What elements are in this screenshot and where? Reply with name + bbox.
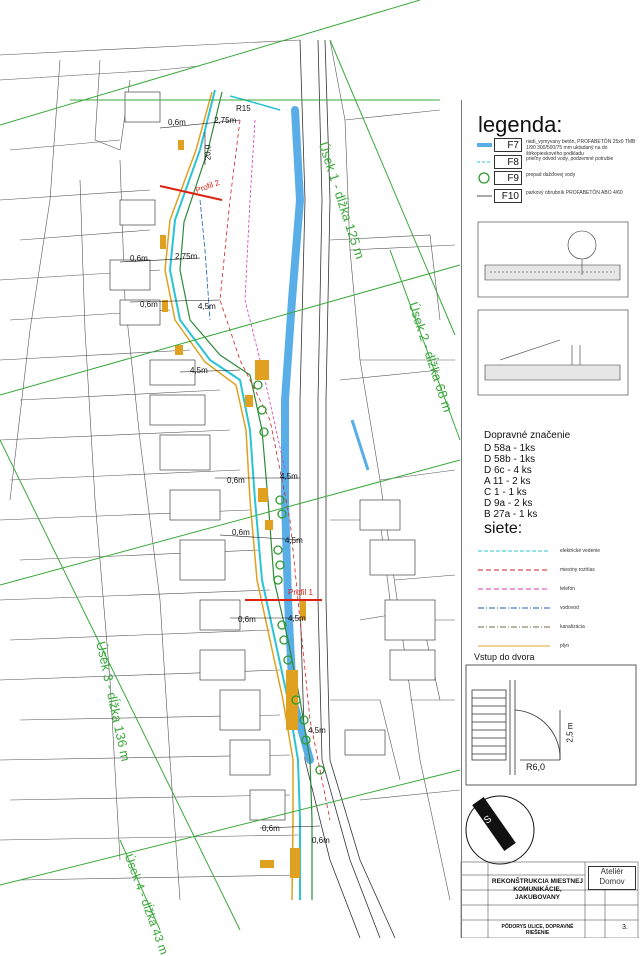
traffic-sign-item: D 58b - 1ks: [484, 454, 536, 465]
legend-item-f7: [476, 138, 636, 157]
dimension-label: 0,6m: [130, 254, 148, 263]
legend-code: F10: [494, 189, 522, 203]
firm-logo: Ateliér Domov: [588, 866, 636, 890]
traffic-sign-item: D 6c - 4 ks: [484, 465, 532, 476]
network-label: kanalizácia: [560, 624, 585, 630]
sheet-number: 3.: [622, 924, 628, 931]
dimension-label: 4,5m: [280, 472, 298, 481]
dimension-label: 0,6m: [238, 615, 256, 624]
traffic-sign-item: C 1 - 1 ks: [484, 487, 527, 498]
legend-item-f8: [476, 155, 636, 171]
legend-desc: prieľny odvod vody, podzemné potrubie: [526, 156, 614, 162]
project-name: REKONŠTRUKCIA MIESTNEJ KOMUNIKÁCIE, JAKUBOVANY: [491, 878, 584, 901]
legend-desc: riadi_vymyvany betón, PROFABETÓN 25x0 TMB 1/90 300/500/75 mm uktadaný na do štrkopieskového podkladu: [526, 139, 636, 157]
legend-item-f9: [476, 171, 636, 187]
network-label: plyn: [560, 643, 570, 649]
dimension-label: 2,75m: [214, 116, 237, 125]
dimension-label: 20,0: [203, 144, 213, 161]
legend-code: F7: [494, 138, 522, 152]
svg-text:S: S: [482, 813, 494, 827]
dimension-label: 0,6m: [262, 824, 280, 833]
dimension-label: 2,75m: [175, 252, 198, 261]
traffic-sign-item: D 9a - 2 ks: [484, 498, 533, 509]
network-label: miestny rozhlas: [560, 567, 595, 573]
entry-detail-title: Vstup do dvora: [474, 652, 535, 662]
network-label: elektrické vedenie: [560, 548, 601, 554]
stream-channel: [285, 110, 310, 760]
entry-radius-label: R6,0: [526, 762, 546, 772]
profile-1-label: Profil 1: [288, 588, 313, 597]
dimension-label: 0,6m: [232, 528, 250, 537]
dimension-label: 4,5m: [285, 536, 303, 545]
dimension-label: 4,5m: [308, 726, 326, 735]
profile-2-label: Profil 2: [194, 178, 221, 195]
legend-code: F9: [494, 171, 522, 185]
dimension-label: 0,6m: [168, 118, 186, 127]
segment-1-label: Úsek 1 - dĺžka 125 m: [315, 140, 368, 261]
network-label: telefón: [560, 586, 576, 592]
segment-2-label: Úsek 2 - dĺžka 68 m: [405, 300, 456, 414]
dimension-label: 4,5m: [288, 614, 306, 623]
street-edges: [300, 40, 395, 938]
building-blocks: [110, 92, 435, 820]
legend-desc: parkový obrubník PROFABETÓN ABO 4/60: [526, 190, 623, 196]
dimension-label: 0,6m: [227, 476, 245, 485]
dimension-label: 0,6m: [312, 836, 330, 845]
traffic-signs-title: Dopravné značenie: [484, 430, 571, 441]
dimension-label: 0,6m: [140, 300, 158, 309]
legend-item-f10: [476, 189, 636, 205]
networks-title: siete:: [484, 520, 523, 537]
drawing-name: PÔDORYS ULICE, DOPRAVNÉ RIEŠENIE: [501, 924, 574, 936]
legend-code: F8: [494, 155, 522, 169]
segment-4-label: Úsek 4 - dĺžka 43 m: [121, 852, 172, 956]
dimension-label: 4,5m: [198, 302, 216, 311]
segment-3-label: Úsek 3 - dĺžka 136 m: [93, 640, 134, 763]
dimension-label: 4,5m: [190, 366, 208, 375]
network-label: vodovod: [560, 605, 579, 611]
legend-title: legenda:: [478, 112, 563, 137]
traffic-sign-item: D 58a - 1ks: [484, 443, 536, 454]
entry-height-label: 2,5 m: [565, 722, 575, 743]
dimension-label: R15: [236, 104, 251, 113]
traffic-sign-item: B 27a - 1 ks: [484, 509, 538, 520]
traffic-sign-item: A 11 - 2 ks: [484, 476, 531, 487]
legend-desc: prepad dažďovej vody: [526, 172, 576, 178]
